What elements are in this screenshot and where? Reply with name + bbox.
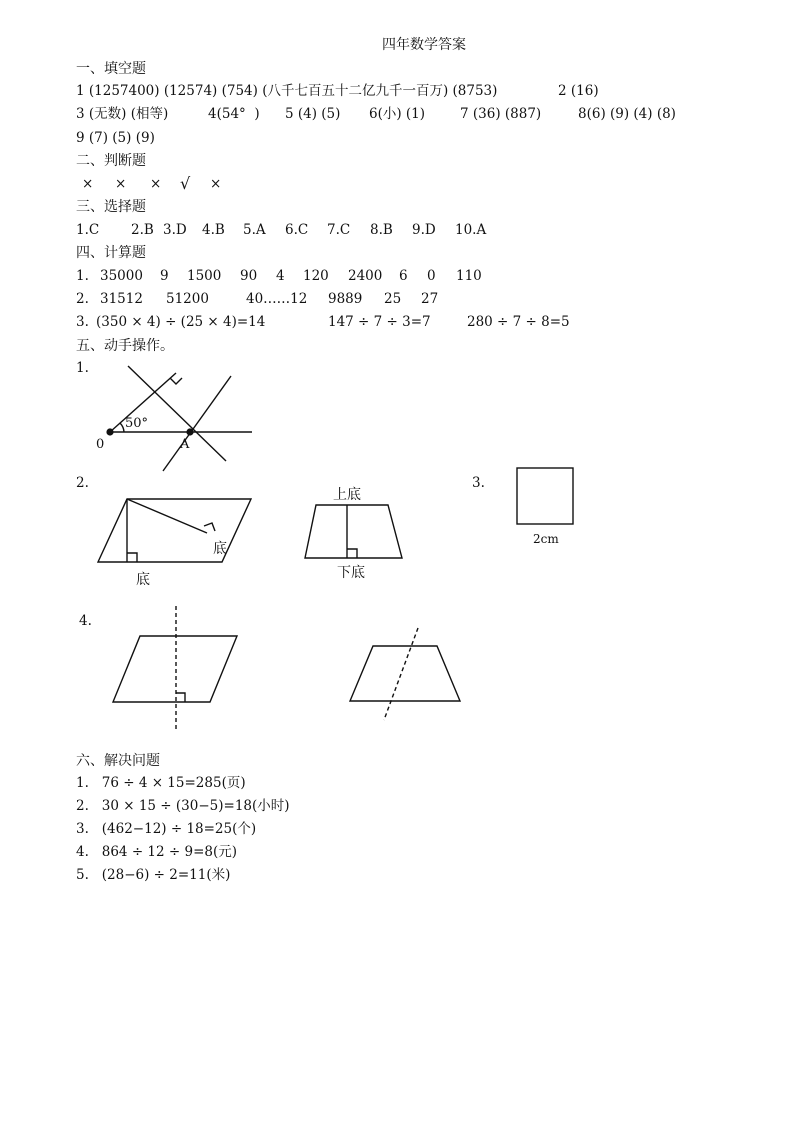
calc-row-2-item: 31512: [100, 291, 143, 307]
point-a-label: A: [180, 437, 190, 452]
calc-row-3-item: (350 × 4) ÷ (25 × 4)=14: [96, 314, 266, 330]
fill-blank-line-1-q2: 2 (16): [558, 83, 599, 99]
judge-mark-1: ×: [82, 176, 94, 192]
choice-answer-2: 2.B: [131, 222, 154, 238]
fill-blank-line-1: 1 (1257400) (12574) (754) (八千七百五十二亿九千一百万) (8753): [76, 83, 498, 99]
choice-answer-9: 9.D: [412, 222, 436, 238]
calc-row-1-item: 90: [240, 268, 258, 284]
calc-row-2-item: 25: [384, 291, 402, 307]
figure-4-trapezoid-line: [350, 628, 460, 720]
calc-row-1-label: 1.: [76, 268, 89, 284]
calc-row-1-item: 120: [303, 268, 329, 284]
problem-answer-3: 3. (462−12) ÷ 18=25(个): [76, 821, 257, 837]
choice-answer-3: 3.D: [163, 222, 187, 238]
problem-answer-4: 4. 864 ÷ 12 ÷ 9=8(元): [76, 844, 238, 860]
choice-answer-10: 10.A: [455, 222, 487, 238]
parallelogram-side-base-label: 底: [213, 541, 227, 557]
figure-4-parallelogram-line: [113, 606, 237, 732]
figure-3-number: 3.: [472, 475, 485, 491]
choice-answer-1: 1.C: [76, 222, 100, 238]
calc-row-1-item: 6: [399, 268, 408, 284]
parallelogram-base-label: 底: [136, 572, 150, 588]
calc-row-1-item: 0: [427, 268, 436, 284]
section-problem-heading: 六、解决问题: [76, 753, 160, 769]
section-choice-heading: 三、选择题: [76, 199, 146, 215]
judge-mark-3: ×: [150, 176, 162, 192]
calc-row-1-item: 9: [160, 268, 169, 284]
section-judge-heading: 二、判断题: [76, 153, 146, 169]
origin-label: 0: [96, 437, 105, 452]
page-title: 四年数学答案: [382, 37, 466, 53]
fill-blank-q6: 6(小) (1): [369, 106, 426, 122]
problem-answer-2: 2. 30 × 15 ÷ (30−5)=18(小时): [76, 798, 290, 814]
calc-row-3-label: 3.: [76, 314, 89, 330]
judge-mark-2: ×: [115, 176, 127, 192]
section-fill-blank-heading: 一、填空题: [76, 61, 146, 77]
figure-2-number: 2.: [76, 475, 89, 491]
square-size-label: 2cm: [533, 532, 559, 546]
choice-answer-8: 8.B: [370, 222, 393, 238]
calc-row-1-item: 1500: [187, 268, 222, 284]
choice-answer-4: 4.B: [202, 222, 225, 238]
section-calc-heading: 四、计算题: [76, 245, 146, 261]
calc-row-1-item: 2400: [348, 268, 383, 284]
figure-2-parallelogram-heights: [98, 499, 251, 562]
fill-blank-line-3: 9 (7) (5) (9): [76, 130, 155, 146]
point-a: [186, 428, 193, 435]
trapezoid-upper-base-label: 上底: [333, 487, 361, 503]
calc-row-3-item: 280 ÷ 7 ÷ 8=5: [467, 314, 570, 330]
choice-answer-7: 7.C: [327, 222, 351, 238]
calc-row-2-item: 51200: [166, 291, 209, 307]
calc-row-3-item: 147 ÷ 7 ÷ 3=7: [328, 314, 431, 330]
calc-row-2-label: 2.: [76, 291, 89, 307]
fill-blank-q3: 3 (无数) (相等): [76, 106, 169, 122]
figure-1-number: 1.: [76, 360, 89, 376]
fill-blank-q4: 4(54° ): [208, 106, 260, 122]
figure-3-square: [517, 468, 573, 524]
calc-row-2-item: 27: [421, 291, 439, 307]
trapezoid-lower-base-label: 下底: [337, 565, 365, 581]
calc-row-1-item: 110: [456, 268, 482, 284]
fill-blank-q7: 7 (36) (887): [460, 106, 542, 122]
choice-answer-5: 5.A: [243, 222, 266, 238]
angle-label: 50°: [125, 416, 149, 431]
fill-blank-q8: 8(6) (9) (4) (8): [578, 106, 676, 122]
calc-row-2-item: 40……12: [246, 291, 308, 307]
figure-4-number: 4.: [79, 613, 92, 629]
section-operation-heading: 五、动手操作。: [76, 338, 174, 354]
point-origin: [106, 428, 113, 435]
fill-blank-q5: 5 (4) (5): [285, 106, 341, 122]
problem-answer-1: 1. 76 ÷ 4 × 15=285(页): [76, 775, 246, 791]
calc-row-1-item: 35000: [100, 268, 143, 284]
choice-answer-6: 6.C: [285, 222, 309, 238]
calc-row-1-item: 4: [276, 268, 285, 284]
calc-row-2-item: 9889: [328, 291, 363, 307]
problem-answer-5: 5. (28−6) ÷ 2=11(米): [76, 867, 231, 883]
judge-mark-5: ×: [210, 176, 222, 192]
judge-mark-4: √: [180, 174, 191, 193]
figure-2-trapezoid-height: [305, 505, 402, 558]
